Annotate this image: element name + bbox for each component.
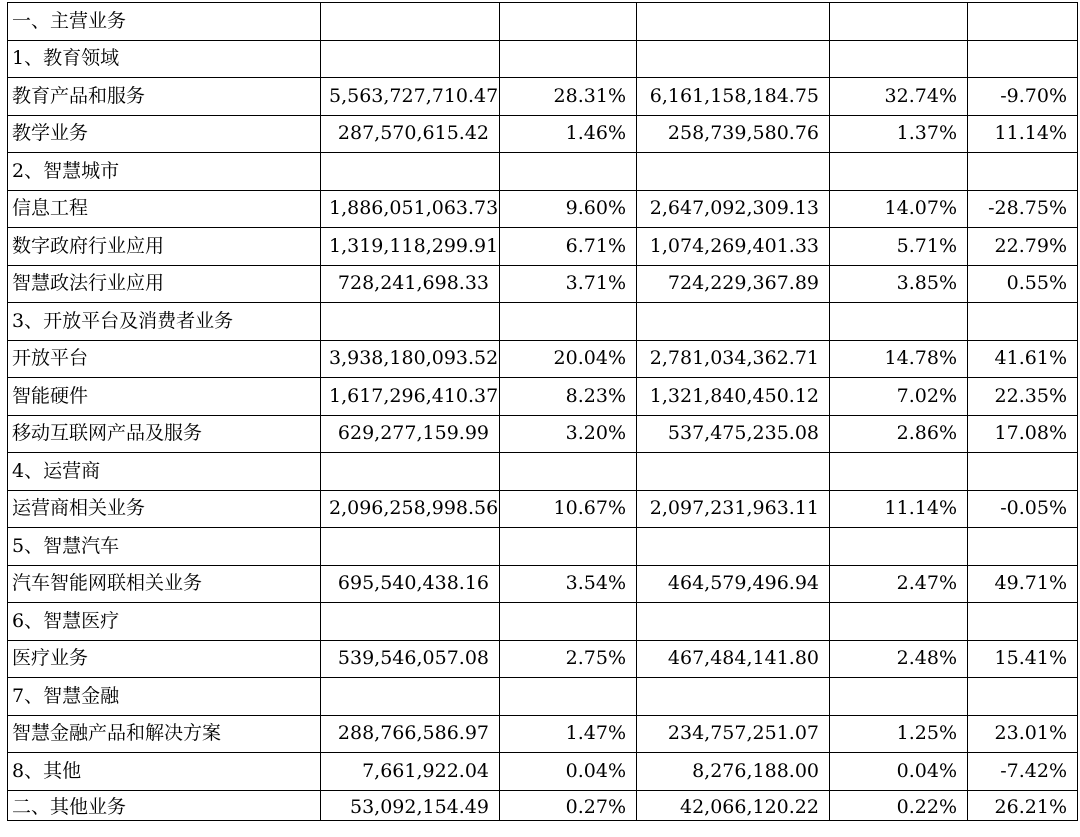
prior-share-cell xyxy=(830,453,968,491)
table-row xyxy=(8,715,1078,753)
prior-amount-cell: 2,647,092,309.13 xyxy=(637,190,830,228)
current-amount-cell xyxy=(321,40,500,78)
current-share-cell xyxy=(500,603,637,641)
item-label: 开放平台 xyxy=(8,340,321,378)
prior-amount-cell xyxy=(637,40,830,78)
current-amount-cell: 539,546,057.08 xyxy=(321,640,500,678)
prior-share-cell: 3.85% xyxy=(830,265,968,303)
table-body xyxy=(8,3,1078,821)
current-amount-cell: 288,766,586.97 xyxy=(321,715,500,753)
section-header-row xyxy=(8,3,1078,41)
prior-amount-cell: 537,475,235.08 xyxy=(637,415,830,453)
yoy-change-cell xyxy=(968,603,1078,641)
current-amount-cell xyxy=(321,153,500,191)
current-amount-cell xyxy=(321,3,500,41)
yoy-change-cell xyxy=(968,40,1078,78)
section-label: 5、智慧汽车 xyxy=(8,528,321,566)
section-header-row xyxy=(8,453,1078,491)
prior-share-cell: 1.37% xyxy=(830,115,968,153)
current-share-cell: 6.71% xyxy=(500,228,637,266)
table-row xyxy=(8,640,1078,678)
current-amount-cell: 1,319,118,299.91 xyxy=(321,228,500,266)
yoy-change-cell: 15.41% xyxy=(968,640,1078,678)
yoy-change-cell: 11.14% xyxy=(968,115,1078,153)
current-share-cell xyxy=(500,528,637,566)
current-amount-cell: 629,277,159.99 xyxy=(321,415,500,453)
current-share-cell: 3.54% xyxy=(500,565,637,603)
current-amount-cell: 7,661,922.04 xyxy=(321,753,500,791)
prior-share-cell xyxy=(830,603,968,641)
yoy-change-cell xyxy=(968,153,1078,191)
prior-share-cell: 0.22% xyxy=(830,790,968,820)
section-label: 6、智慧医疗 xyxy=(8,603,321,641)
current-amount-cell: 5,563,727,710.47 xyxy=(321,78,500,116)
table-row xyxy=(8,78,1078,116)
prior-share-cell: 14.78% xyxy=(830,340,968,378)
prior-amount-cell: 1,074,269,401.33 xyxy=(637,228,830,266)
item-label: 智慧金融产品和解决方案 xyxy=(8,715,321,753)
prior-amount-cell xyxy=(637,528,830,566)
section-label: 一、主营业务 xyxy=(8,3,321,41)
section-label: 4、运营商 xyxy=(8,453,321,491)
table-row xyxy=(8,565,1078,603)
yoy-change-cell: -0.05% xyxy=(968,490,1078,528)
current-amount-cell: 1,886,051,063.73 xyxy=(321,190,500,228)
prior-amount-cell: 724,229,367.89 xyxy=(637,265,830,303)
table-row xyxy=(8,115,1078,153)
table-row xyxy=(8,490,1078,528)
section-header-row xyxy=(8,603,1078,641)
table-row xyxy=(8,415,1078,453)
prior-amount-cell: 258,739,580.76 xyxy=(637,115,830,153)
current-amount-cell: 53,092,154.49 xyxy=(321,790,500,820)
item-label: 医疗业务 xyxy=(8,640,321,678)
prior-share-cell: 0.04% xyxy=(830,753,968,791)
prior-share-cell xyxy=(830,40,968,78)
section-label: 1、教育领域 xyxy=(8,40,321,78)
current-share-cell: 28.31% xyxy=(500,78,637,116)
section-header-row xyxy=(8,528,1078,566)
item-label: 教学业务 xyxy=(8,115,321,153)
prior-amount-cell xyxy=(637,453,830,491)
item-label: 数字政府行业应用 xyxy=(8,228,321,266)
prior-amount-cell: 1,321,840,450.12 xyxy=(637,378,830,416)
item-label: 智慧政法行业应用 xyxy=(8,265,321,303)
yoy-change-cell: 41.61% xyxy=(968,340,1078,378)
prior-share-cell xyxy=(830,153,968,191)
prior-share-cell: 1.25% xyxy=(830,715,968,753)
section-label: 2、智慧城市 xyxy=(8,153,321,191)
current-amount-cell xyxy=(321,528,500,566)
current-share-cell: 20.04% xyxy=(500,340,637,378)
yoy-change-cell: 26.21% xyxy=(968,790,1078,820)
prior-amount-cell xyxy=(637,303,830,341)
yoy-change-cell xyxy=(968,528,1078,566)
section-label: 3、开放平台及消费者业务 xyxy=(8,303,321,341)
current-share-cell: 10.67% xyxy=(500,490,637,528)
current-share-cell: 3.20% xyxy=(500,415,637,453)
prior-amount-cell: 6,161,158,184.75 xyxy=(637,78,830,116)
table-row xyxy=(8,265,1078,303)
current-share-cell: 2.75% xyxy=(500,640,637,678)
prior-amount-cell xyxy=(637,603,830,641)
prior-amount-cell: 464,579,496.94 xyxy=(637,565,830,603)
prior-share-cell: 32.74% xyxy=(830,78,968,116)
item-label: 8、其他 xyxy=(8,753,321,791)
current-share-cell xyxy=(500,453,637,491)
prior-share-cell: 2.48% xyxy=(830,640,968,678)
revenue-breakdown-table xyxy=(7,2,1078,821)
section-label: 7、智慧金融 xyxy=(8,678,321,716)
table-row xyxy=(8,340,1078,378)
section-header-row xyxy=(8,40,1078,78)
prior-amount-cell: 42,066,120.22 xyxy=(637,790,830,820)
item-label: 汽车智能网联相关业务 xyxy=(8,565,321,603)
prior-share-cell xyxy=(830,678,968,716)
current-share-cell xyxy=(500,153,637,191)
yoy-change-cell xyxy=(968,453,1078,491)
current-share-cell xyxy=(500,40,637,78)
current-amount-cell: 1,617,296,410.37 xyxy=(321,378,500,416)
item-label: 二、其他业务 xyxy=(8,790,321,820)
prior-amount-cell xyxy=(637,153,830,191)
item-label: 教育产品和服务 xyxy=(8,78,321,116)
prior-share-cell xyxy=(830,303,968,341)
prior-amount-cell: 8,276,188.00 xyxy=(637,753,830,791)
yoy-change-cell: 17.08% xyxy=(968,415,1078,453)
yoy-change-cell: -7.42% xyxy=(968,753,1078,791)
table-row xyxy=(8,228,1078,266)
prior-share-cell: 11.14% xyxy=(830,490,968,528)
prior-amount-cell xyxy=(637,3,830,41)
yoy-change-cell xyxy=(968,3,1078,41)
yoy-change-cell: 23.01% xyxy=(968,715,1078,753)
current-amount-cell: 2,096,258,998.56 xyxy=(321,490,500,528)
current-amount-cell xyxy=(321,453,500,491)
current-amount-cell: 3,938,180,093.52 xyxy=(321,340,500,378)
yoy-change-cell: -28.75% xyxy=(968,190,1078,228)
prior-amount-cell: 467,484,141.80 xyxy=(637,640,830,678)
current-amount-cell xyxy=(321,678,500,716)
yoy-change-cell: -9.70% xyxy=(968,78,1078,116)
prior-share-cell: 2.47% xyxy=(830,565,968,603)
item-label: 智能硬件 xyxy=(8,378,321,416)
current-share-cell: 8.23% xyxy=(500,378,637,416)
yoy-change-cell: 0.55% xyxy=(968,265,1078,303)
item-label: 运营商相关业务 xyxy=(8,490,321,528)
yoy-change-cell xyxy=(968,678,1078,716)
yoy-change-cell: 49.71% xyxy=(968,565,1078,603)
prior-share-cell xyxy=(830,3,968,41)
current-share-cell: 3.71% xyxy=(500,265,637,303)
table-row xyxy=(8,190,1078,228)
item-label: 信息工程 xyxy=(8,190,321,228)
current-share-cell xyxy=(500,678,637,716)
table-row xyxy=(8,790,1078,820)
prior-amount-cell: 2,097,231,963.11 xyxy=(637,490,830,528)
current-share-cell: 1.47% xyxy=(500,715,637,753)
current-share-cell: 0.27% xyxy=(500,790,637,820)
current-amount-cell xyxy=(321,303,500,341)
section-header-row xyxy=(8,153,1078,191)
item-label: 移动互联网产品及服务 xyxy=(8,415,321,453)
current-share-cell: 9.60% xyxy=(500,190,637,228)
table-row xyxy=(8,753,1078,791)
section-header-row xyxy=(8,303,1078,341)
prior-share-cell: 2.86% xyxy=(830,415,968,453)
current-amount-cell: 728,241,698.33 xyxy=(321,265,500,303)
current-share-cell: 0.04% xyxy=(500,753,637,791)
prior-share-cell: 14.07% xyxy=(830,190,968,228)
yoy-change-cell: 22.35% xyxy=(968,378,1078,416)
current-amount-cell: 287,570,615.42 xyxy=(321,115,500,153)
prior-amount-cell: 2,781,034,362.71 xyxy=(637,340,830,378)
table-row xyxy=(8,378,1078,416)
prior-amount-cell: 234,757,251.07 xyxy=(637,715,830,753)
yoy-change-cell xyxy=(968,303,1078,341)
yoy-change-cell: 22.79% xyxy=(968,228,1078,266)
current-amount-cell xyxy=(321,603,500,641)
current-share-cell xyxy=(500,303,637,341)
prior-share-cell: 7.02% xyxy=(830,378,968,416)
section-header-row xyxy=(8,678,1078,716)
prior-share-cell: 5.71% xyxy=(830,228,968,266)
current-share-cell: 1.46% xyxy=(500,115,637,153)
current-share-cell xyxy=(500,3,637,41)
current-amount-cell: 695,540,438.16 xyxy=(321,565,500,603)
prior-amount-cell xyxy=(637,678,830,716)
prior-share-cell xyxy=(830,528,968,566)
